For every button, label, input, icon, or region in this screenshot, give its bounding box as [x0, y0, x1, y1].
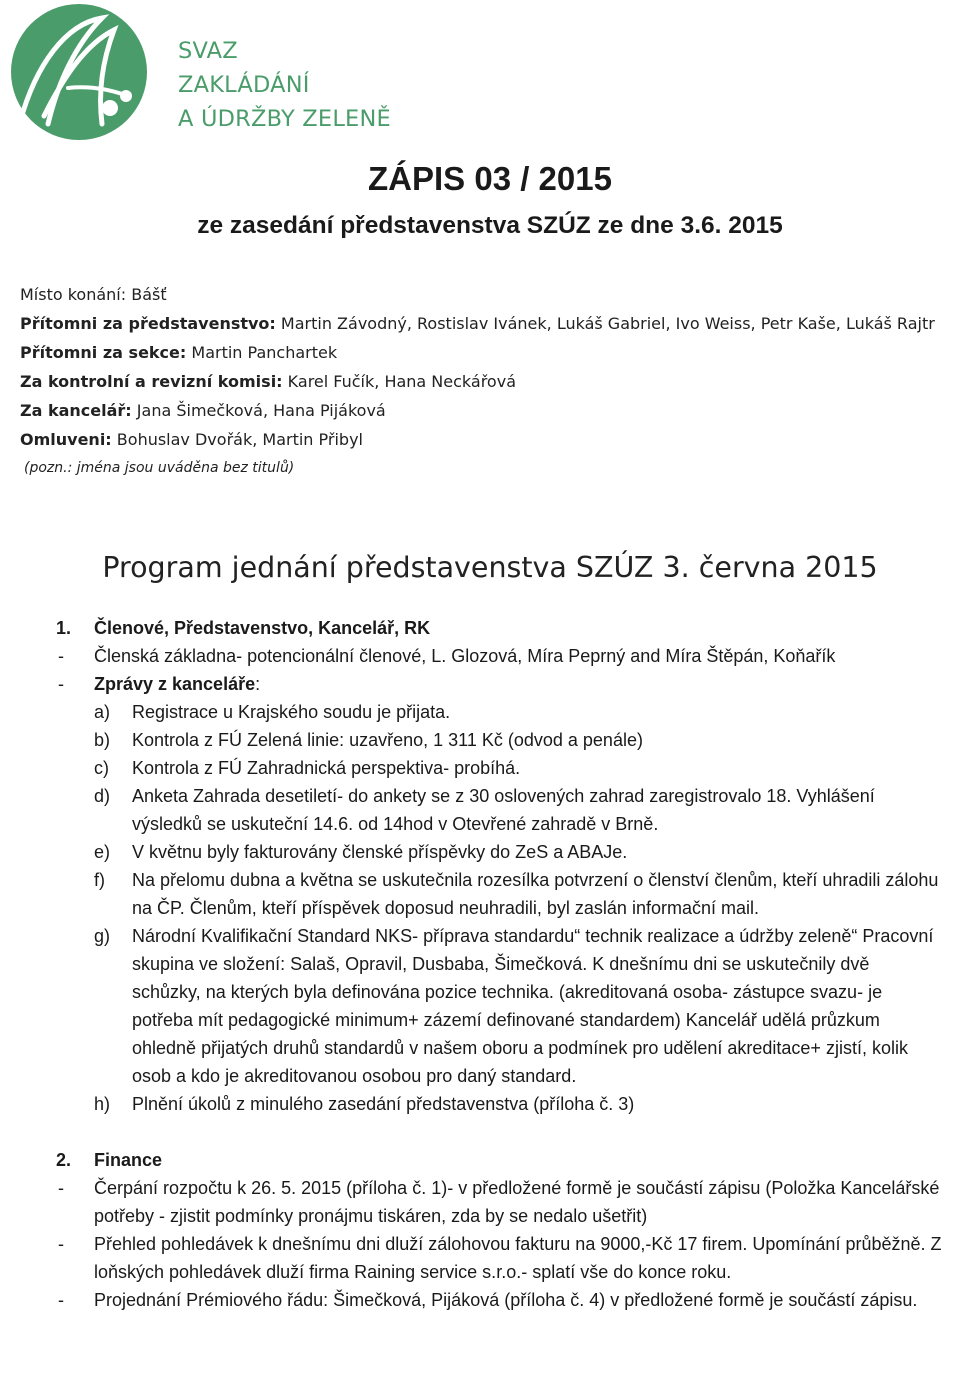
section-1-title: Členové, Představenstvo, Kancelář, RK — [94, 618, 431, 638]
info-place — [20, 280, 935, 309]
board-value: Martin Závodný, Rostislav Ivánek, Lukáš Gabriel, Ivo Weiss, Petr Kaše, Lukáš Rajtr — [280, 314, 935, 333]
section-2-bullet-2 — [0, 1230, 960, 1286]
logo-line-3: A ÚDRŽBY ZELENĚ — [178, 106, 391, 132]
office-reports-heading: Zprávy z kanceláře — [94, 674, 256, 694]
section-1-bullet-2 — [0, 670, 960, 698]
list-item — [0, 726, 960, 754]
info-audit — [20, 367, 935, 396]
section-1-heading — [0, 614, 960, 642]
board-label: Přítomni za představenstvo: — [20, 314, 276, 333]
section-2-title: Finance — [94, 1150, 163, 1170]
logo-line-1: SVAZ — [178, 38, 238, 64]
list-item — [0, 866, 960, 922]
list-item — [0, 782, 960, 838]
section-1-bullet-1 — [0, 642, 960, 670]
item-label: e) — [94, 842, 111, 862]
program-body — [0, 614, 960, 1314]
audit-label: Za kontrolní a revizní komisi: — [20, 372, 283, 391]
section-2-bullet-1 — [0, 1174, 960, 1230]
list-item — [0, 754, 960, 782]
item-label: d) — [94, 786, 111, 806]
bullet-dash: - — [58, 1290, 64, 1310]
sections-value: Martin Panchartek — [191, 343, 338, 362]
item-text: Kontrola z FÚ Zelená linie: uzavřeno, 1 311 Kč (odvod a penále) — [132, 730, 643, 750]
meeting-info — [20, 280, 935, 483]
info-office — [20, 396, 935, 425]
bullet-text — [94, 670, 956, 698]
audit-value: Karel Fučík, Hana Neckářová — [287, 372, 516, 391]
info-board — [20, 309, 935, 338]
sections-label: Přítomni za sekce: — [20, 343, 187, 362]
document-title: ZÁPIS 03 / 2015 — [368, 160, 612, 197]
organization-logo — [6, 4, 391, 140]
logo-emblem-icon — [6, 4, 152, 140]
section-2-number: 2. — [56, 1150, 72, 1170]
office-label: Za kancelář: — [20, 401, 132, 420]
item-text: Registrace u Krajského soudu je přijata. — [132, 702, 451, 722]
bullet-text: Členská základna- potencionální členové, L. Glozová, Míra Peprný and Míra Štěpán, Koňařík — [94, 646, 836, 666]
item-label: a) — [94, 702, 111, 722]
office-reports-colon: : — [255, 674, 261, 694]
place-value: Bášť — [131, 285, 167, 304]
section-2-bullet-3 — [0, 1286, 960, 1314]
logo-line-2: ZAKLÁDÁNÍ — [178, 72, 310, 98]
bullet-dash: - — [58, 646, 64, 666]
item-text: Kontrola z FÚ Zahradnická perspektiva- probíhá. — [132, 758, 521, 778]
info-sections — [20, 338, 935, 367]
bullet-text: Čerpání rozpočtu k 26. 5. 2015 (příloha č. 1)- v předložené formě je součástí zápisu (Položka Kancelářské potřeby - zjistit podmínky pronájmu tiskáren, zda by se nedalo ušetřit) — [94, 1178, 940, 1226]
spacer — [0, 1118, 960, 1146]
item-label: c) — [94, 758, 109, 778]
item-text: V květnu byly fakturovány členské příspěvky do ZeS a ABAJe. — [132, 842, 628, 862]
excused-label: Omluveni: — [20, 430, 112, 449]
item-text: Na přelomu dubna a května se uskutečnila rozesílka potvrzení o členství členům, kteří uhradili zálohu na ČP. Členům, kteří příspěvek doposud neuhradili, byl zaslán informační mail. — [132, 870, 939, 918]
item-label: g) — [94, 926, 111, 946]
place-label: Místo konání: — [20, 285, 127, 304]
info-excused — [20, 425, 935, 454]
section-1-number: 1. — [56, 618, 72, 638]
bullet-text: Projednání Prémiového řádu: Šimečková, Pijáková (příloha č. 4) v předložené formě je součástí zápisu. — [94, 1290, 918, 1310]
item-text: Plnění úkolů z minulého zasedání představenstva (příloha č. 3) — [132, 1094, 635, 1114]
list-item — [0, 698, 960, 726]
item-text: Anketa Zahrada desetiletí- do ankety se z 30 oslovených zahrad zaregistrovalo 18. Vyhlášení výsledků se uskuteční 14.6. od 14hod v Otevřené zahradě v Brně. — [132, 786, 875, 834]
list-item — [0, 838, 960, 866]
section-2-heading — [0, 1146, 960, 1174]
bullet-text: Přehled pohledávek k dnešnímu dni dluží zálohovou fakturu na 9000,-Kč 17 firem. Upomínání průběžně. Z loňských pohledávek dluží firma Raining service s.r.o.- splatí vše do konce roku. — [94, 1234, 942, 1282]
list-item — [0, 922, 960, 1090]
program-title: Program jednání představenstva SZÚZ 3. června 2015 — [102, 551, 878, 584]
item-label: b) — [94, 730, 111, 750]
item-label: f) — [94, 870, 105, 890]
logo-text — [178, 34, 391, 136]
document-subtitle: ze zasedání představenstva SZÚZ ze dne 3.6. 2015 — [197, 212, 783, 239]
excused-value: Bohuslav Dvořák, Martin Přibyl — [116, 430, 363, 449]
bullet-dash: - — [58, 674, 64, 694]
bullet-dash: - — [58, 1234, 64, 1254]
list-item — [0, 1090, 960, 1118]
info-note: (pozn.: jména jsou uváděna bez titulů) — [24, 460, 295, 476]
item-label: h) — [94, 1094, 111, 1114]
item-text: Národní Kvalifikační Standard NKS- příprava standardu“ technik realizace a údržby zeleně“ Pracovní skupina ve složení: Salaš, Opravil, Dusbaba, Šimečková. K dnešnímu dni se uskutečnily dvě schůzky, na kterých byla definována pozice technika. (akreditovaná osoba- zástupce svazu- je potřeba mít pedagogické minimum+ zázemí definované standardem) Kancelář udělá průzkum ohledně přijatých druhů standardů v našem oboru a podmínek pro udělení akreditace+ zjistí, kolik osob a kdo je akreditovanou osobou pro daný standard. — [132, 926, 934, 1086]
office-value: Jana Šimečková, Hana Pijáková — [136, 401, 386, 420]
bullet-dash: - — [58, 1178, 64, 1198]
